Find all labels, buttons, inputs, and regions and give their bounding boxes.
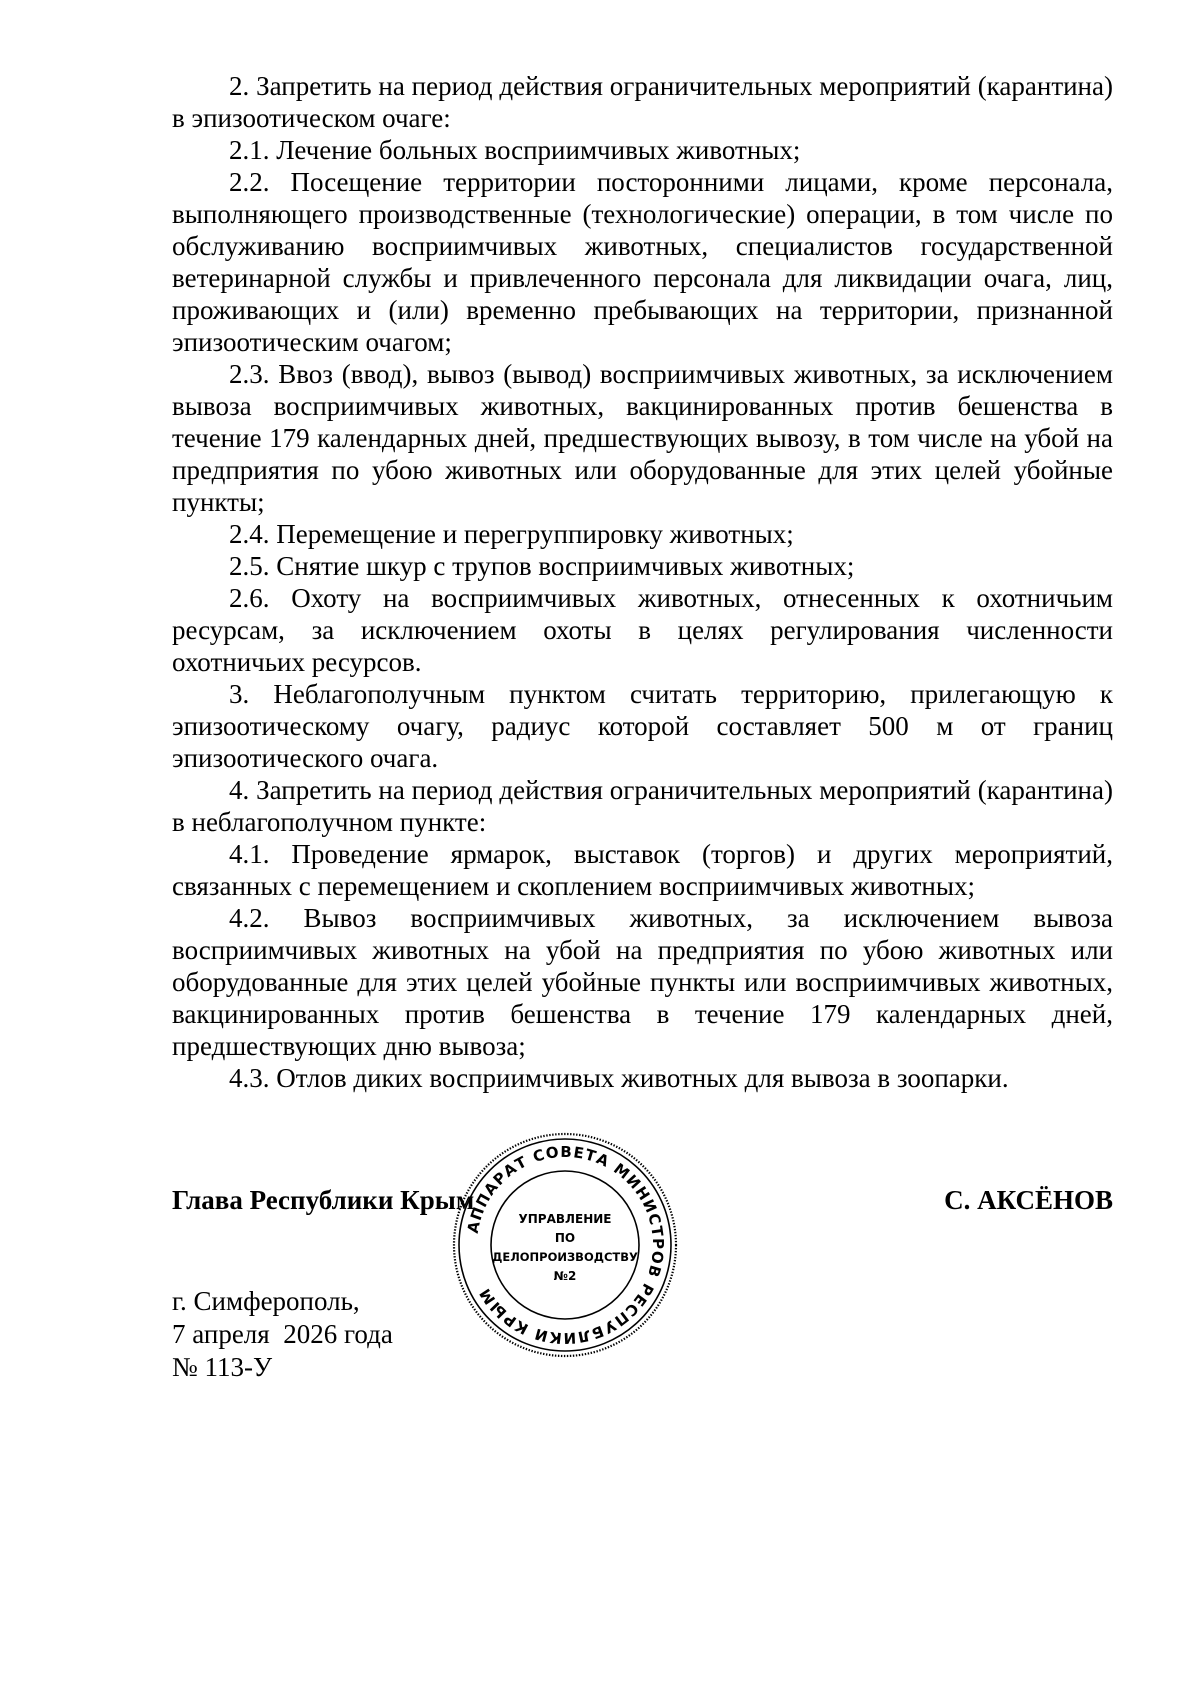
- paragraph-2-3: 2.3. Ввоз (ввод), вывоз (вывод) восприимчивых животных, за исключением вывоза восприимчивых животных, вакцинированных против бешенства в течение 179 календарных дней, предшествующих вывозу, в том числе на убой на предприятия по убою животных или оборудованные для этих целей убойные пункты;: [172, 359, 1113, 517]
- signatory-position: Глава Республики Крым: [172, 1185, 475, 1215]
- stamp-line-4: №2: [553, 1269, 577, 1283]
- document-body: [172, 70, 1113, 1094]
- paragraph-2-6: 2.6. Охоту на восприимчивых животных, отнесенных к охотничьим ресурсам, за исключением охоты в целях регулирования численности охотничьих ресурсов.: [172, 583, 1113, 677]
- document-footer: [172, 1285, 393, 1384]
- paragraph-4: 4. Запретить на период действия ограничительных мероприятий (карантина) в неблагополучном пункте:: [172, 775, 1113, 837]
- signatory-name: С. АКСЁНОВ: [944, 1185, 1113, 1215]
- paragraph-2: 2. Запретить на период действия ограничительных мероприятий (карантина) в эпизоотическом очаге:: [172, 71, 1113, 133]
- document-number: № 113-У: [172, 1352, 273, 1382]
- paragraph-4-2: 4.2. Вывоз восприимчивых животных, за исключением вывоза восприимчивых животных на убой на предприятия по убою животных или оборудованные для этих целей убойные пункты или восприимчивых животных, вакцинированных против бешенства в течение 179 календарных дней, предшествующих дню вывоза;: [172, 903, 1113, 1061]
- paragraph-2-2: 2.2. Посещение территории посторонними лицами, кроме персонала, выполняющего производственные (технологические) операции, в том числе по обслуживанию восприимчивых животных, специалистов государственной ветеринарной службы и привлеченного персонала для ликвидации очага, лиц, проживающих и (или) временно пребывающих на территории, признанной эпизоотическим очагом;: [172, 167, 1113, 357]
- paragraph-4-3: 4.3. Отлов диких восприимчивых животных для вывоза в зоопарки.: [229, 1063, 1009, 1093]
- paragraph-2-1: 2.1. Лечение больных восприимчивых животных;: [229, 135, 801, 165]
- paragraph-4-1: 4.1. Проведение ярмарок, выставок (торгов) и других мероприятий, связанных с перемещением и скоплением восприимчивых животных;: [172, 839, 1113, 901]
- paragraph-2-5: 2.5. Снятие шкур с трупов восприимчивых животных;: [229, 551, 855, 581]
- date: 7 апреля 2026 года: [172, 1319, 393, 1349]
- stamp-line-1: УПРАВЛЕНИЕ: [518, 1212, 612, 1226]
- paragraph-3: 3. Неблагополучным пунктом считать территорию, прилегающую к эпизоотическому очагу, радиус которой составляет 500 м от границ эпизоотического очага.: [172, 679, 1113, 773]
- stamp-line-3: ДЕЛОПРОИЗВОДСТВУ: [492, 1250, 638, 1264]
- paragraph-2-4: 2.4. Перемещение и перегруппировку животных;: [229, 519, 794, 549]
- official-stamp: [450, 1130, 680, 1360]
- city: г. Симферополь,: [172, 1286, 360, 1316]
- stamp-ring-text: АППАРАТ СОВЕТА МИНИСТРОВ РЕСПУБЛИКИ КРЫМ: [463, 1142, 668, 1348]
- stamp-line-2: ПО: [554, 1231, 576, 1245]
